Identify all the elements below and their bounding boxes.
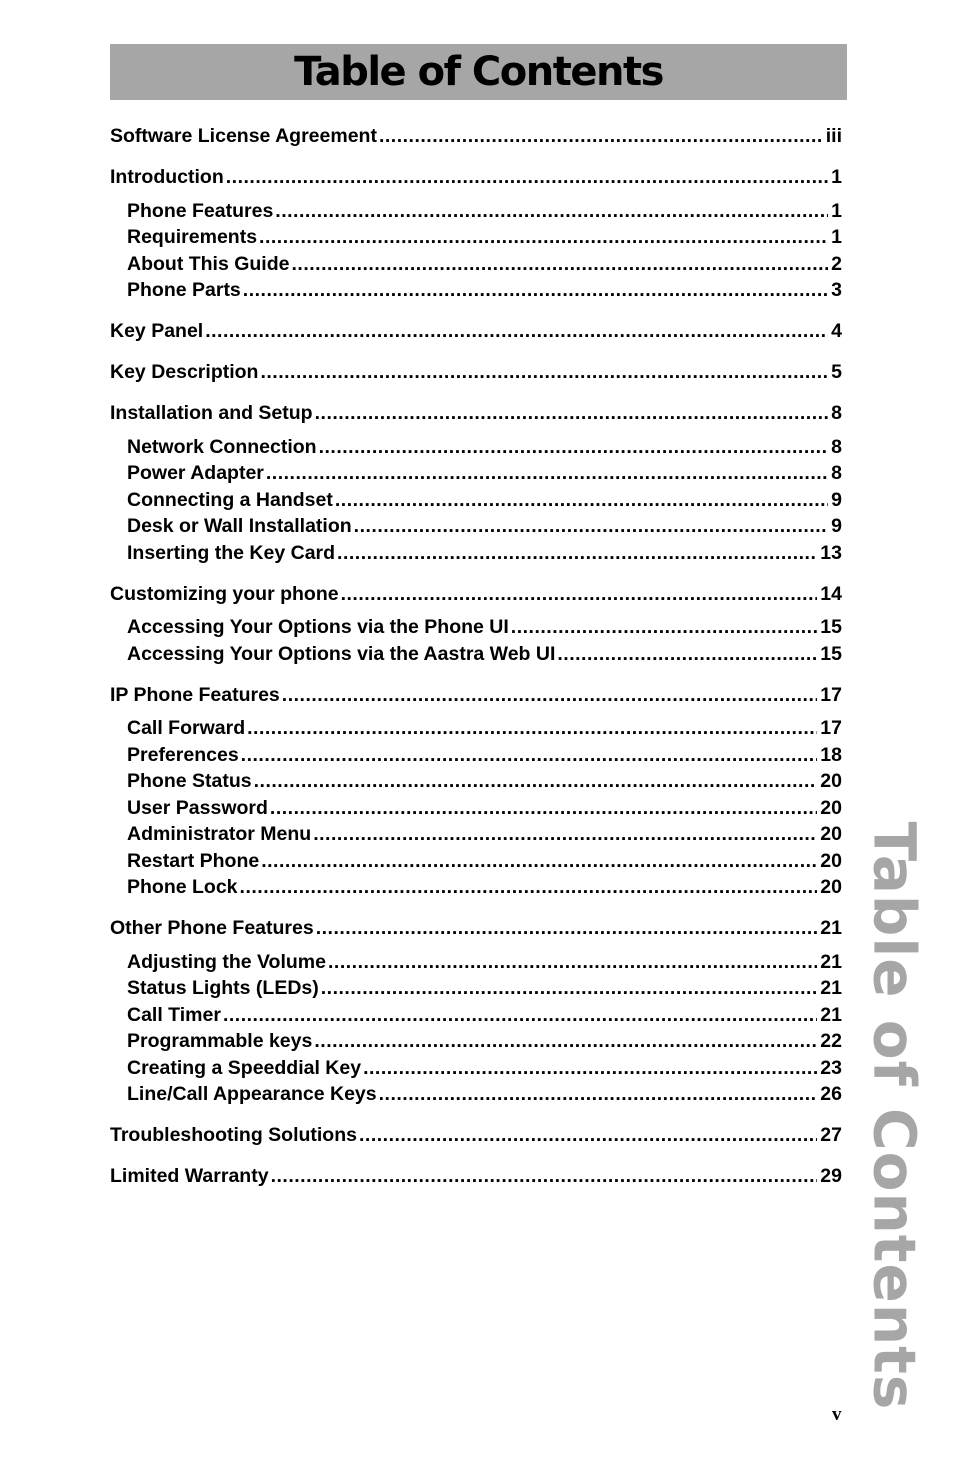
toc-entry-label: Creating a Speeddial Key [127, 1056, 362, 1079]
toc-entry-label: Adjusting the Volume [127, 950, 326, 973]
dot-leader [359, 1122, 817, 1149]
dot-leader [319, 434, 829, 461]
dot-leader [271, 1163, 818, 1190]
toc-entry[interactable] [110, 123, 842, 150]
page-title: Table of Contents [294, 49, 663, 95]
dot-leader [379, 1081, 818, 1108]
toc-entry-page: 1 [831, 199, 842, 222]
dot-leader [260, 359, 828, 386]
toc-entry-page: 21 [820, 950, 842, 973]
toc-entry[interactable] [110, 975, 842, 1002]
toc-entry-label: Phone Status [127, 770, 252, 792]
toc-entry-page: 27 [820, 1124, 842, 1146]
toc-entry-label: Limited Warranty [110, 1165, 269, 1187]
dot-leader [314, 1028, 817, 1055]
toc-entry[interactable] [110, 434, 842, 461]
toc-entry-page: 20 [820, 770, 842, 792]
toc-entry-label: Requirements [127, 226, 258, 248]
toc-entry-page: 5 [831, 361, 842, 383]
toc-entry-label: Software License Agreement [110, 125, 377, 147]
dot-leader [291, 251, 828, 278]
dot-leader [337, 540, 817, 567]
toc-entry-label: Network Connection [127, 435, 317, 458]
dot-leader [226, 164, 828, 191]
toc-entry-label: Introduction [110, 166, 224, 188]
dot-leader [315, 400, 829, 427]
dot-leader [270, 795, 817, 822]
toc-entry-label: Programmable keys [127, 1030, 313, 1052]
toc-entry[interactable] [110, 540, 842, 567]
toc-entry[interactable] [110, 915, 842, 942]
toc-entry[interactable] [110, 682, 842, 709]
dot-leader [254, 768, 818, 795]
toc-entry-label: Key Panel [110, 320, 204, 342]
toc-entry-page: 8 [831, 462, 842, 484]
toc-entry[interactable] [110, 768, 842, 795]
toc-entry-label: Power Adapter [127, 462, 264, 484]
toc-entry[interactable] [110, 874, 842, 901]
toc-entry-label: Status Lights (LEDs) [127, 977, 319, 999]
dot-leader [275, 198, 828, 225]
toc-entry[interactable] [110, 949, 842, 976]
toc-entry-page: 15 [820, 642, 842, 665]
toc-entry-page: 26 [820, 1083, 842, 1105]
toc-entry[interactable] [110, 581, 842, 608]
toc-entry-label: Administrator Menu [127, 823, 312, 845]
dot-leader [313, 821, 817, 848]
dot-leader [379, 123, 823, 150]
toc-entry-label: Call Timer [127, 1003, 221, 1026]
toc-entry[interactable] [110, 1081, 842, 1108]
toc-entry-page: iii [825, 125, 842, 147]
toc-entry-page: 1 [831, 226, 842, 248]
toc-entry-page: 20 [820, 876, 842, 898]
toc-entry[interactable] [110, 1002, 842, 1029]
toc-entry-page: 17 [820, 683, 842, 706]
dot-leader [511, 614, 818, 641]
toc-entry[interactable] [110, 742, 842, 769]
toc-entry[interactable] [110, 795, 842, 822]
toc-entry-label: Accessing Your Options via the Aastra Web UI [127, 642, 556, 665]
title-banner [110, 44, 847, 100]
toc-entry-label: Preferences [127, 743, 239, 766]
dot-leader [261, 848, 817, 875]
toc-entry-label: Desk or Wall Installation [127, 515, 352, 537]
toc-entry-page: 29 [820, 1165, 842, 1187]
toc-entry-page: 21 [820, 1003, 842, 1026]
toc-entry[interactable] [110, 359, 842, 386]
toc-entry[interactable] [110, 277, 842, 304]
side-tab [860, 821, 929, 1411]
dot-leader [241, 742, 818, 769]
toc-entry-label: Phone Parts [127, 279, 241, 301]
toc-entry[interactable] [110, 1163, 842, 1190]
dot-leader [316, 915, 818, 942]
toc-entry-page: 8 [831, 402, 842, 424]
toc-entry[interactable] [110, 460, 842, 487]
toc-entry-label: IP Phone Features [110, 683, 280, 706]
toc-entry-label: Key Description [110, 361, 259, 383]
side-tab-title: Table of Contents [860, 821, 929, 1411]
toc-entry-label: Phone Lock [127, 876, 238, 898]
toc-list [110, 123, 842, 1190]
toc-entry-page: 21 [820, 977, 842, 999]
dot-leader [321, 975, 818, 1002]
toc-entry[interactable] [110, 641, 842, 668]
toc-entry-page: 3 [831, 279, 842, 301]
toc-entry[interactable] [110, 513, 842, 540]
toc-entry-page: 13 [820, 541, 842, 564]
dot-leader [328, 949, 817, 976]
dot-leader [282, 682, 818, 709]
toc-entry[interactable] [110, 1055, 842, 1082]
toc-entry-label: Phone Features [127, 199, 274, 222]
toc-entry-page: 20 [820, 823, 842, 845]
dot-leader [335, 487, 828, 514]
toc-entry[interactable] [110, 318, 842, 345]
toc-entry-label: Connecting a Handset [127, 488, 333, 511]
toc-entry[interactable] [110, 1028, 842, 1055]
toc-entry-page: 20 [820, 849, 842, 872]
toc-entry[interactable] [110, 400, 842, 427]
toc-entry-page: 22 [820, 1030, 842, 1052]
dot-leader [341, 581, 818, 608]
toc-entry-label: Line/Call Appearance Keys [127, 1083, 377, 1105]
toc-entry-page: 9 [831, 488, 842, 511]
toc-entry[interactable] [110, 821, 842, 848]
toc-entry[interactable] [110, 487, 842, 514]
toc-entry-page: 18 [820, 743, 842, 766]
toc-entry[interactable] [110, 164, 842, 191]
toc-entry-label: Troubleshooting Solutions [110, 1124, 357, 1146]
dot-leader [240, 874, 818, 901]
toc-entry-label: Call Forward [127, 717, 246, 739]
toc-entry-page: 17 [820, 717, 842, 739]
dot-leader [205, 318, 828, 345]
toc-entry[interactable] [110, 614, 842, 641]
toc-entry[interactable] [110, 251, 842, 278]
toc-entry[interactable] [110, 715, 842, 742]
dot-leader [259, 224, 828, 251]
page-number: v [832, 1404, 842, 1425]
dot-leader [557, 641, 817, 668]
toc-entry[interactable] [110, 198, 842, 225]
toc-entry-page: 2 [831, 252, 842, 275]
dot-leader [266, 460, 828, 487]
dot-leader [354, 513, 828, 540]
dot-leader [247, 715, 817, 742]
toc-entry-label: Restart Phone [127, 849, 260, 872]
toc-entry-page: 23 [820, 1056, 842, 1079]
dot-leader [363, 1055, 817, 1082]
dot-leader [223, 1002, 817, 1029]
toc-entry-page: 9 [831, 515, 842, 537]
toc-entry-label: Other Phone Features [110, 917, 314, 939]
toc-entry[interactable] [110, 1122, 842, 1149]
toc-entry-page: 4 [831, 320, 842, 342]
toc-entry-page: 21 [820, 917, 842, 939]
toc-entry[interactable] [110, 848, 842, 875]
toc-entry-label: Installation and Setup [110, 402, 313, 424]
toc-entry-page: 8 [831, 435, 842, 458]
toc-entry-label: Inserting the Key Card [127, 541, 336, 564]
toc-entry-page: 14 [820, 582, 842, 605]
toc-entry-label: User Password [127, 796, 268, 819]
toc-entry-label: Accessing Your Options via the Phone UI [127, 616, 509, 638]
toc-entry-page: 15 [820, 616, 842, 638]
toc-entry-page: 1 [831, 166, 842, 188]
toc-entry-label: Customizing your phone [110, 582, 339, 605]
toc-entry-label: About This Guide [127, 252, 290, 275]
toc-entry-page: 20 [820, 796, 842, 819]
toc-entry[interactable] [110, 224, 842, 251]
dot-leader [243, 277, 828, 304]
